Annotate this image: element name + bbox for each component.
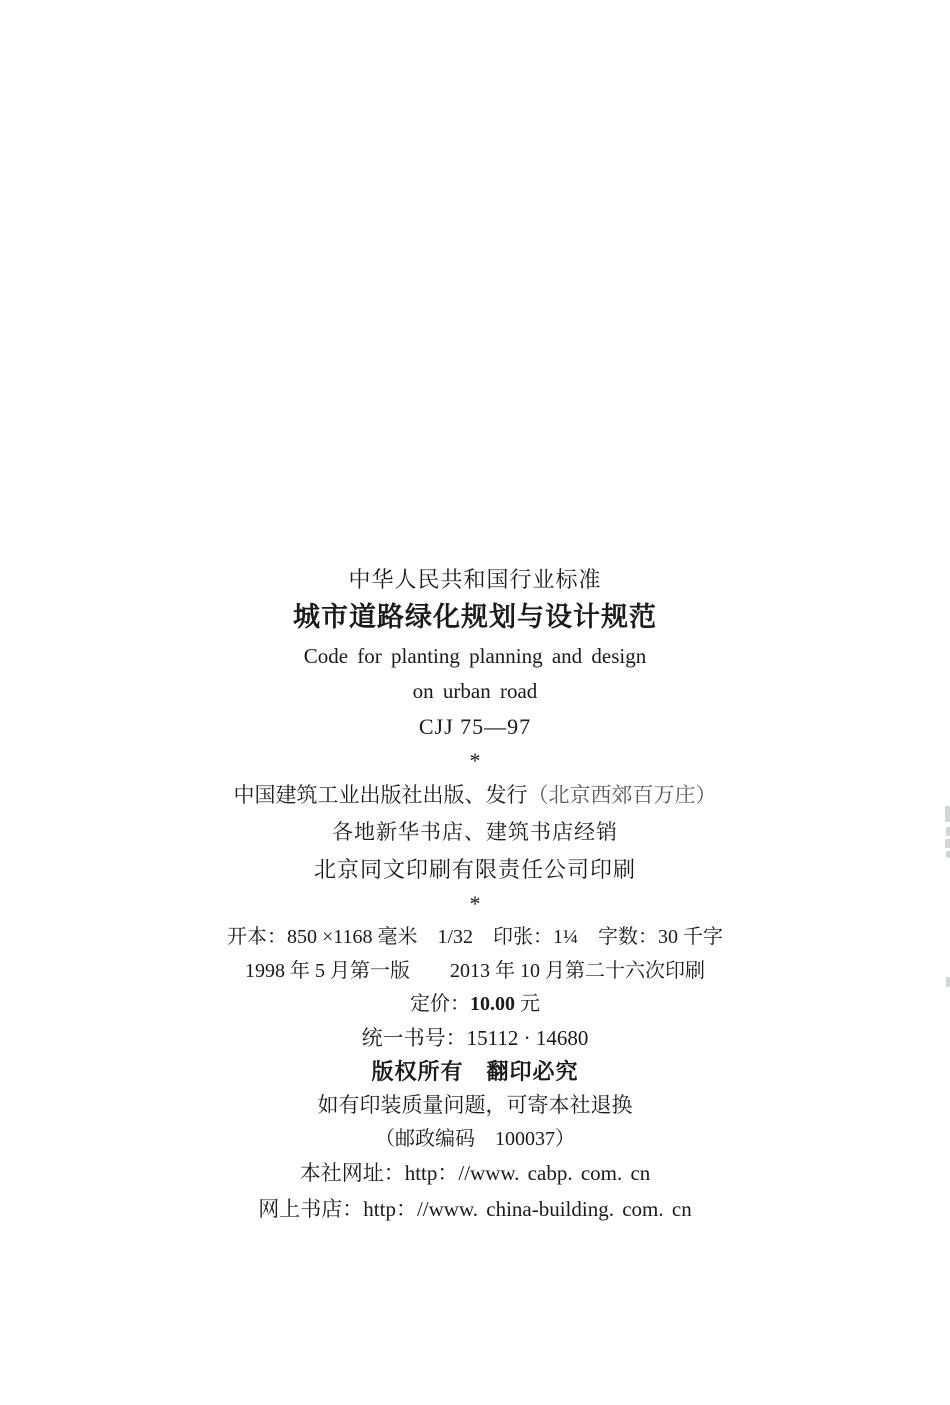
price-line — [0, 988, 950, 1021]
separator-star: * — [469, 891, 481, 916]
online-bookstore-line: 网上书店：http：//www. china-building. com. cn — [258, 1197, 692, 1221]
scan-artifact — [946, 851, 950, 858]
format-spec-line: 开本：850 ×1168 毫米 1/32 印张：1¼ 字数：30 千字 — [226, 926, 724, 948]
title-english-line2: on urban road — [412, 679, 538, 703]
scan-artifact — [945, 839, 950, 848]
edition-printing-line: 1998 年 5 月第一版 2013 年 10 月第二十六次印刷 — [245, 960, 705, 982]
standard-code: CJJ 75—97 — [418, 714, 532, 739]
publisher-line — [0, 777, 950, 814]
standard-class-label: 中华人民共和国行业标准 — [348, 567, 602, 592]
distributor-line: 各地新华书店、建筑书店经销 — [332, 820, 618, 844]
scan-artifact — [946, 827, 950, 836]
postal-code-line: （邮政编码 100037） — [375, 1128, 575, 1150]
publisher-name: 中国建筑工业出版社出版、发行 — [233, 783, 528, 807]
unified-book-number: 统一书号：15112 · 14680 — [361, 1026, 589, 1050]
scan-artifact — [945, 806, 950, 822]
price-value: 10.00 — [470, 993, 515, 1015]
publisher-location: （北京西郊百万庄） — [527, 783, 717, 807]
publisher-website-line: 本社网址：http：//www. cabp. com. cn — [299, 1161, 651, 1185]
price-unit: 元 — [515, 993, 540, 1015]
price-label: 定价： — [410, 993, 470, 1015]
scan-artifact — [946, 977, 950, 987]
colophon-block — [0, 564, 950, 1227]
printer-line: 北京同文印刷有限责任公司印刷 — [313, 857, 636, 882]
separator-star: * — [469, 748, 481, 773]
title-english-line1: Code for planting planning and design — [303, 644, 647, 668]
copyright-notice: 版权所有 翻印必究 — [371, 1059, 579, 1084]
title-chinese: 城市道路绿化规划与设计规范 — [293, 602, 657, 632]
quality-return-note: 如有印装质量问题，可寄本社退换 — [317, 1093, 633, 1117]
